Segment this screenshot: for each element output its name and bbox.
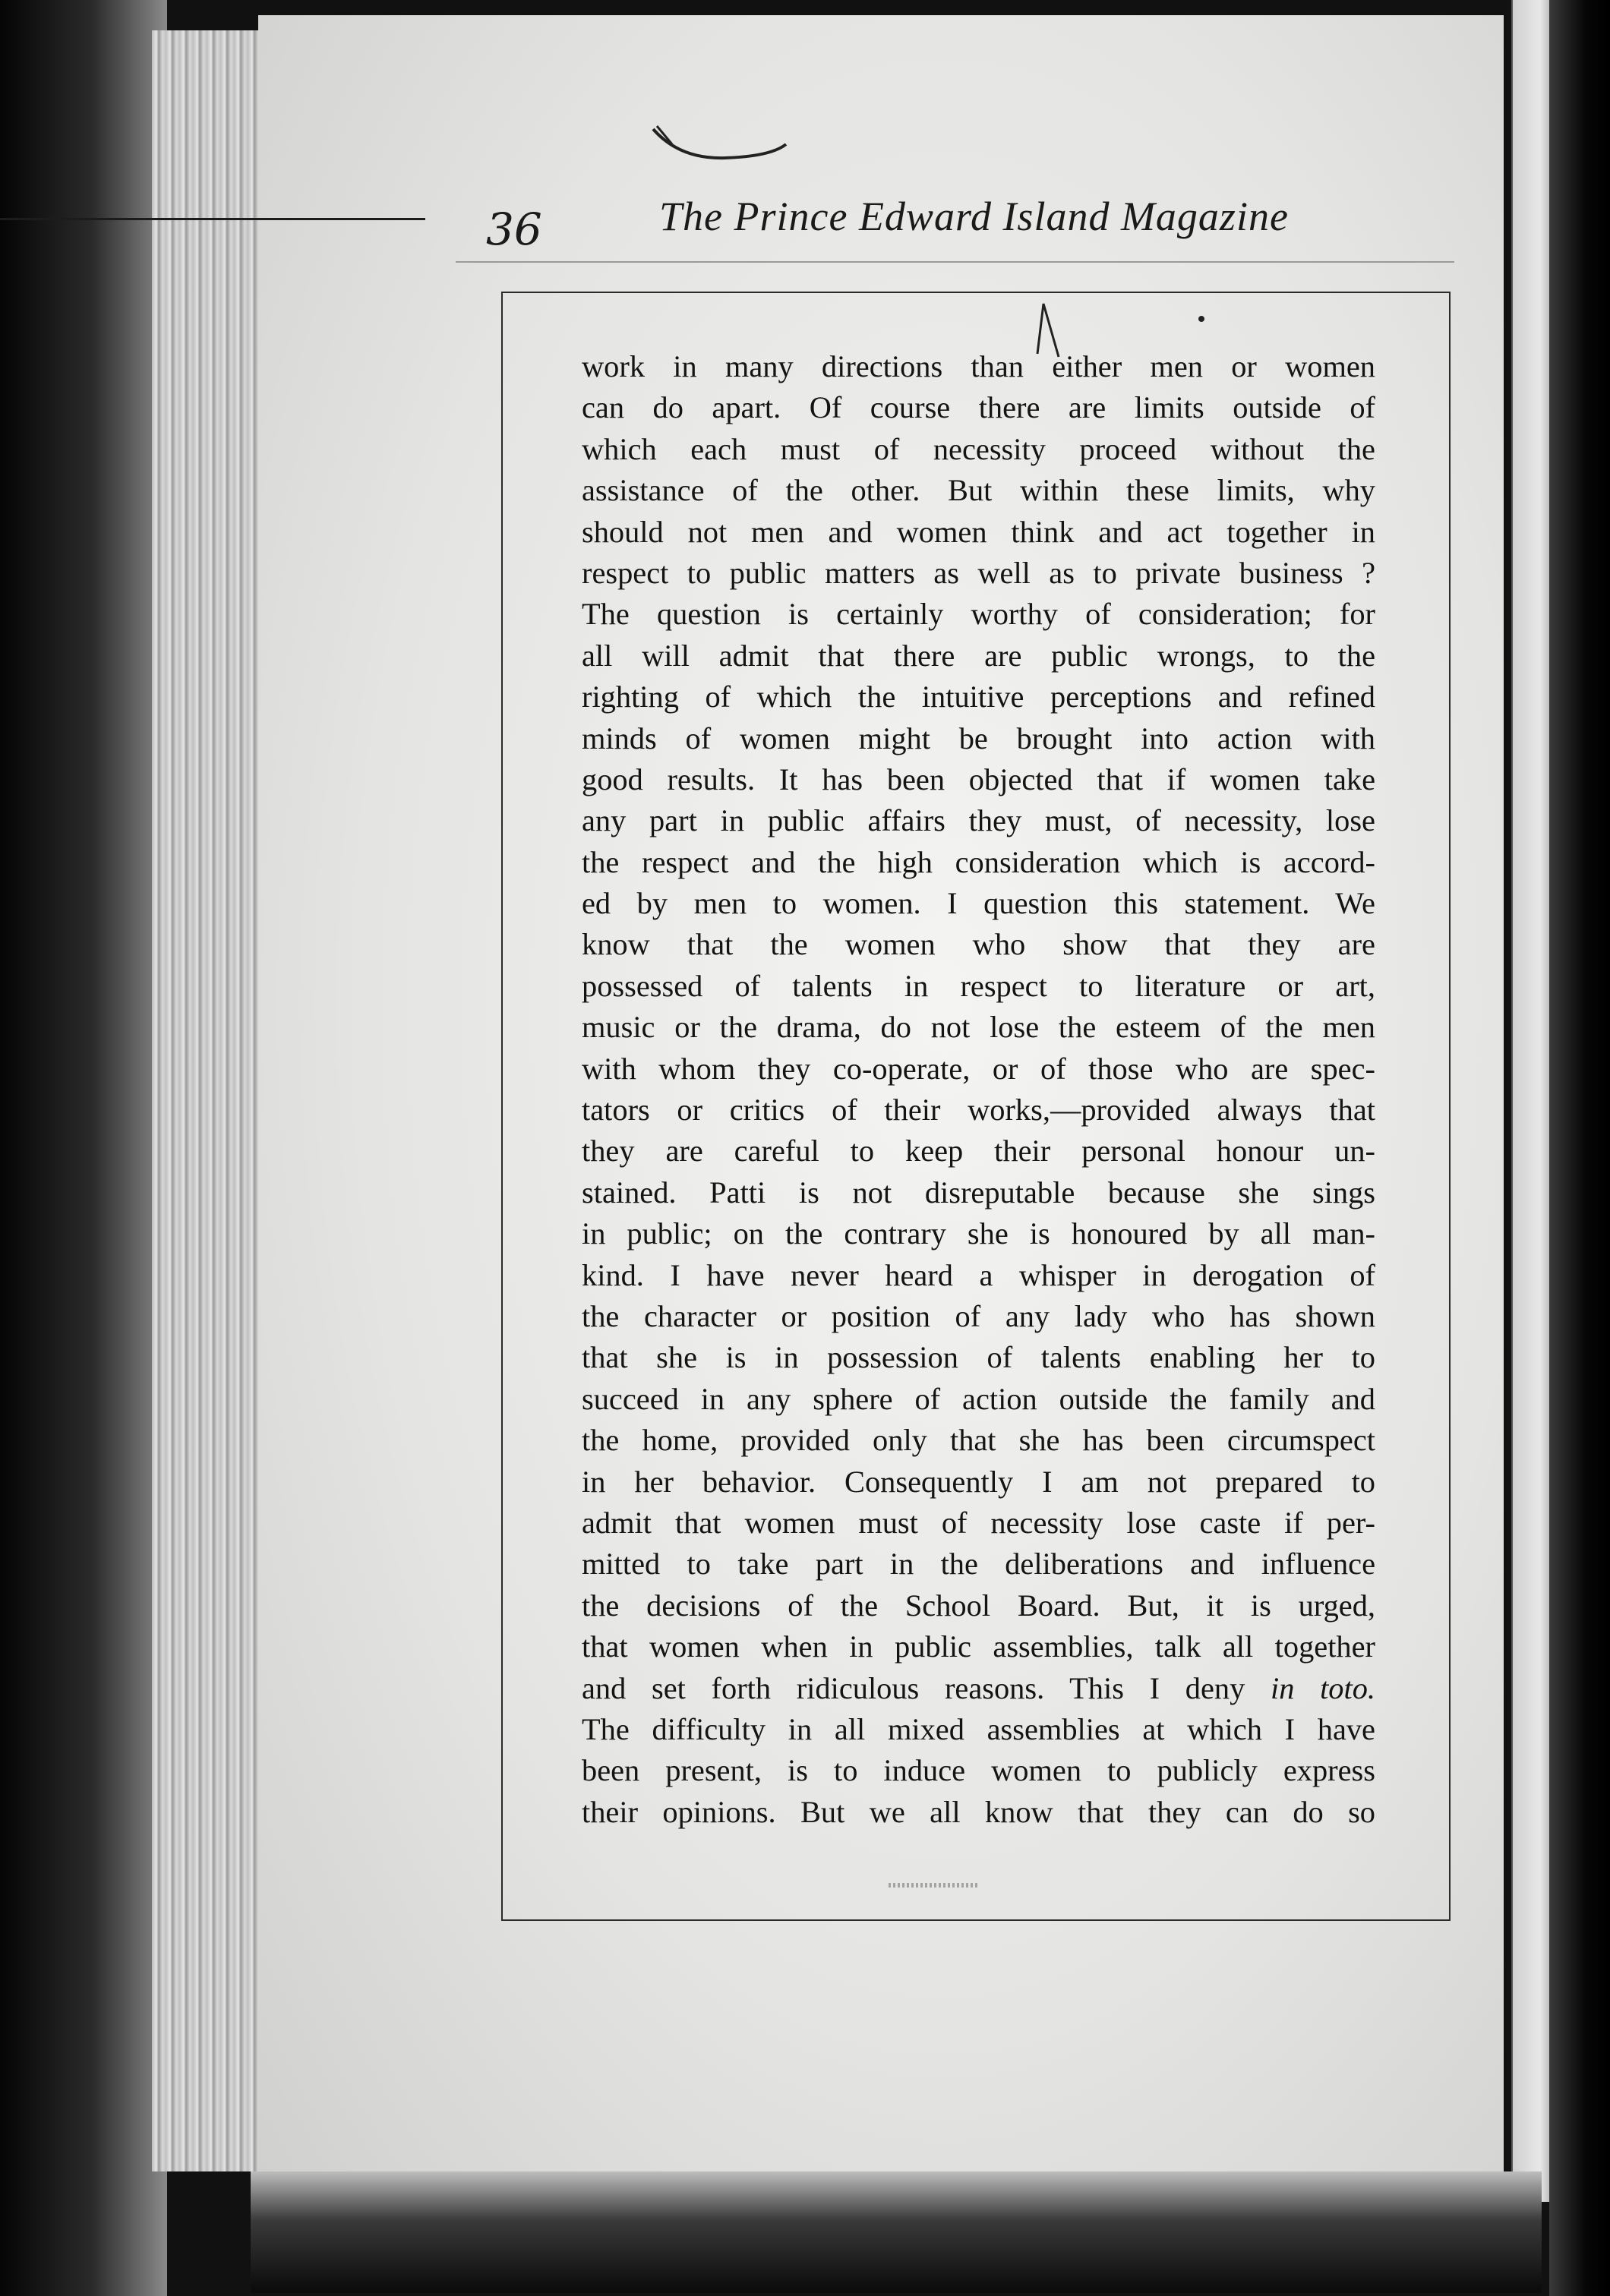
article-body bbox=[582, 346, 1375, 1833]
body-line: any part in public affairs they must, of necessity, lose bbox=[582, 803, 1375, 838]
body-line: been present, is to induce women to publicly express bbox=[582, 1753, 1375, 1788]
body-line: should not men and women think and act together in bbox=[582, 514, 1375, 549]
body-line: that women when in public assemblies, talk all together bbox=[582, 1629, 1375, 1664]
book-page-edges bbox=[152, 30, 276, 2171]
body-line: good results. It has been objected that if women take bbox=[582, 762, 1375, 796]
body-line: the character or position of any lady who has shown bbox=[582, 1298, 1375, 1333]
body-line: with whom they co-operate, or of those who are spec- bbox=[582, 1051, 1375, 1086]
body-line: The difficulty in all mixed assemblies at which I have bbox=[582, 1711, 1375, 1746]
header-rule bbox=[456, 261, 1454, 263]
running-title: The Prince Edward Island Magazine bbox=[659, 194, 1289, 239]
pencil-mark-icon bbox=[649, 121, 801, 175]
latin-emphasis: in toto. bbox=[1270, 1670, 1375, 1705]
body-line: succeed in any sphere of action outside the family and bbox=[582, 1381, 1375, 1416]
body-line: righting of which the intuitive perceptions and refined bbox=[582, 680, 1375, 714]
body-line-text: and set forth ridiculous reasons. This I deny bbox=[582, 1670, 1245, 1705]
body-line: the decisions of the School Board. But, it is urged, bbox=[582, 1588, 1375, 1623]
page-number: 36 bbox=[486, 203, 542, 255]
body-line: that she is in possession of talents enabling her to bbox=[582, 1340, 1375, 1375]
body-line: in her behavior. Consequently I am not prepared to bbox=[582, 1464, 1375, 1499]
body-line-with-emphasis bbox=[582, 1668, 1375, 1709]
body-line: mitted to take part in the deliberations and influence bbox=[582, 1547, 1375, 1582]
body-line: the respect and the high consideration which is accord- bbox=[582, 844, 1375, 879]
body-line: can do apart. Of course there are limits outside of bbox=[582, 390, 1375, 425]
scan-artifact-line bbox=[0, 218, 425, 220]
body-line: they are careful to keep their personal honour un- bbox=[582, 1134, 1375, 1168]
body-line: tators or critics of their works,—provided always that bbox=[582, 1093, 1375, 1128]
body-line: work in many directions than either men or women bbox=[582, 349, 1375, 383]
footer-smudge bbox=[889, 1883, 980, 1888]
body-line: ed by men to women. I question this statement. We bbox=[582, 886, 1375, 921]
body-line: admit that women must of necessity lose caste if per- bbox=[582, 1505, 1375, 1540]
body-line: stained. Patti is not disreputable because she sings bbox=[582, 1175, 1375, 1210]
body-line: all will admit that there are public wrongs, to the bbox=[582, 638, 1375, 673]
scanner-bed-left bbox=[0, 0, 167, 2296]
body-line: music or the drama, do not lose the esteem of the men bbox=[582, 1010, 1375, 1045]
body-line: respect to public matters as well as to private business ? bbox=[582, 555, 1375, 590]
body-line: which each must of necessity proceed without the bbox=[582, 431, 1375, 466]
ink-dot-icon bbox=[1198, 316, 1204, 322]
body-line: in public; on the contrary she is honoured by all man- bbox=[582, 1216, 1375, 1251]
body-line: The question is certainly worthy of consideration; for bbox=[582, 597, 1375, 632]
body-line: their opinions. But we all know that they can do so bbox=[582, 1794, 1375, 1829]
body-line: the home, provided only that she has been circumspect bbox=[582, 1423, 1375, 1458]
scanner-bed-right bbox=[1549, 0, 1610, 2296]
page-bottom-shadow bbox=[251, 2171, 1542, 2293]
body-line: assistance of the other. But within these limits, why bbox=[582, 473, 1375, 508]
body-line: kind. I have never heard a whisper in derogation of bbox=[582, 1257, 1375, 1292]
body-line: minds of women might be brought into action with bbox=[582, 721, 1375, 755]
body-line: possessed of talents in respect to literature or art, bbox=[582, 968, 1375, 1003]
body-line: know that the women who show that they are bbox=[582, 927, 1375, 962]
